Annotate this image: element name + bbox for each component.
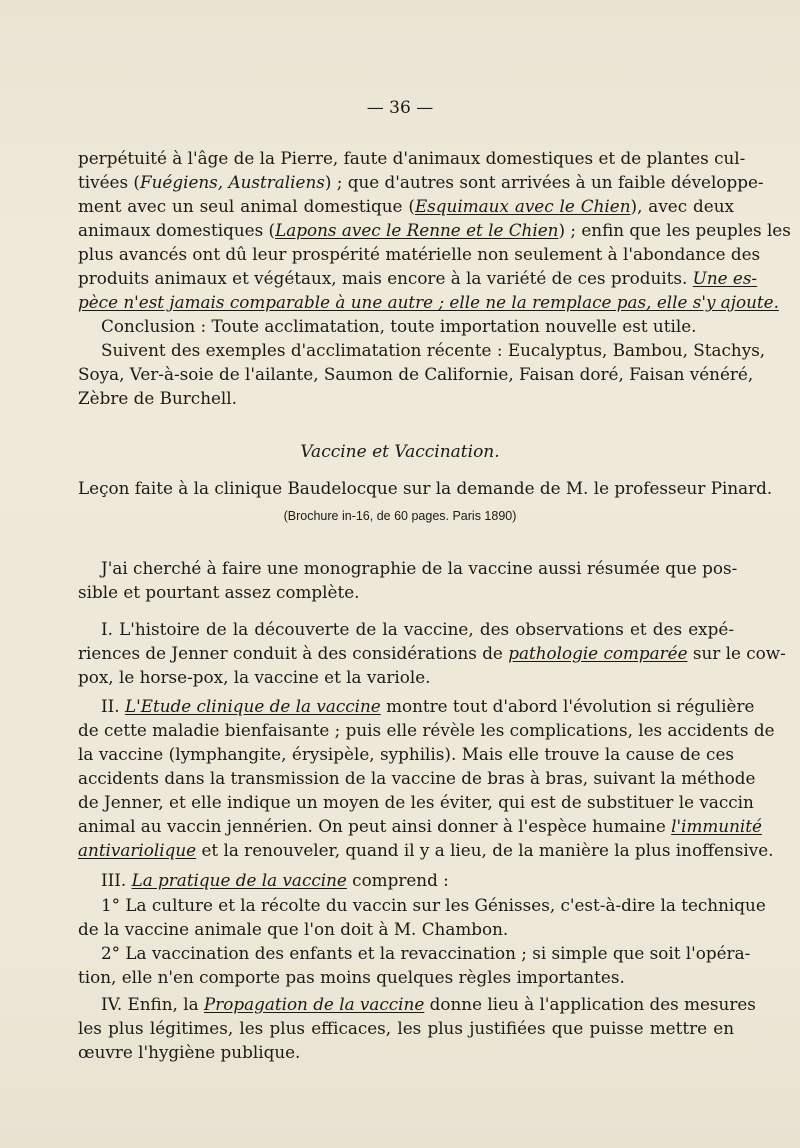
page-number: — 36 — [366, 98, 434, 118]
text-line: Soya, Ver-à-soie de l'ailante, Saumon de Californie, Faisan doré, Faisan vénéré, [78, 364, 754, 384]
text-line: produits animaux et végétaux, mais encore à la variété de ces produits. Une es- [78, 268, 758, 288]
text-line: œuvre l'hygiène publique. [78, 1042, 301, 1062]
text-line: la vaccine (lymphangite, érysipèle, syphilis). Mais elle trouve la cause de ces [78, 744, 734, 764]
text-line: perpétuité à l'âge de la Pierre, faute d'animaux domestiques et de plantes cul- [78, 148, 746, 168]
text-line: 1° La culture et la récolte du vaccin sur les Génisses, c'est-à-dire la technique [101, 895, 766, 915]
text-line: 2° La vaccination des enfants et la revaccination ; si simple que soit l'opéra- [101, 943, 751, 963]
text-line: antivariolique et la renouveler, quand il y a lieu, de la manière la plus inoffensive. [78, 840, 774, 860]
text-line: de Jenner, et elle indique un moyen de les éviter, qui est de substituer le vaccin [78, 792, 754, 812]
text-line: plus avancés ont dû leur prospérité matérielle non seulement à l'abondance des [78, 244, 761, 264]
text-line: tion, elle n'en comporte pas moins quelques règles importantes. [78, 967, 625, 987]
text-line: accidents dans la transmission de la vaccine de bras à bras, suivant la méthode [78, 768, 756, 788]
text-line: sible et pourtant assez complète. [78, 582, 360, 602]
text-line: de la vaccine animale que l'on doit à M. Chambon. [78, 919, 509, 939]
text-line: J'ai cherché à faire une monographie de la vaccine aussi résumée que pos- [101, 558, 738, 578]
text-line: ment avec un seul animal domestique (Esquimaux avec le Chien), avec deux [78, 196, 734, 216]
text-line: les plus légitimes, les plus efficaces, les plus justifiées que puisse mettre en [78, 1018, 734, 1038]
text-line: pèce n'est jamais comparable à une autre ; elle ne la remplace pas, elle s'y ajoute. [78, 292, 779, 312]
lecture-line: Leçon faite à la clinique Baudelocque sur la demande de M. le professeur Pinard. [78, 478, 773, 498]
text-line: III. La pratique de la vaccine comprend : [101, 870, 449, 890]
section-title: Vaccine et Vaccination. [300, 442, 500, 462]
text-line: II. L'Etude clinique de la vaccine montre tout d'abord l'évolution si régulière [101, 696, 755, 716]
text-line: Zèbre de Burchell. [78, 388, 237, 408]
brochure-note: (Brochure in-16, de 60 pages. Paris 1890) [283, 509, 517, 523]
text-line: animaux domestiques (Lapons avec le Renne et le Chien) ; enfin que les peuples les [78, 220, 791, 240]
text-line: I. L'histoire de la découverte de la vaccine, des observations et des expé- [101, 619, 734, 639]
text-line: riences de Jenner conduit à des considérations de pathologie comparée sur le cow- [78, 643, 786, 663]
text-line: IV. Enfin, la Propagation de la vaccine donne lieu à l'application des mesures [101, 994, 756, 1014]
text-line: tivées (Fuégiens, Australiens) ; que d'autres sont arrivées à un faible développe- [78, 172, 764, 192]
text-line: de cette maladie bienfaisante ; puis elle révèle les complications, les accidents de [78, 720, 775, 740]
text-line: Suivent des exemples d'acclimatation récente : Eucalyptus, Bambou, Stachys, [101, 340, 766, 360]
text-line: animal au vaccin jennérien. On peut ainsi donner à l'espèce humaine l'immunité [78, 816, 762, 836]
conclusion-line: Conclusion : Toute acclimatation, toute importation nouvelle est utile. [101, 316, 697, 336]
text-line: pox, le horse-pox, la vaccine et la variole. [78, 667, 431, 687]
